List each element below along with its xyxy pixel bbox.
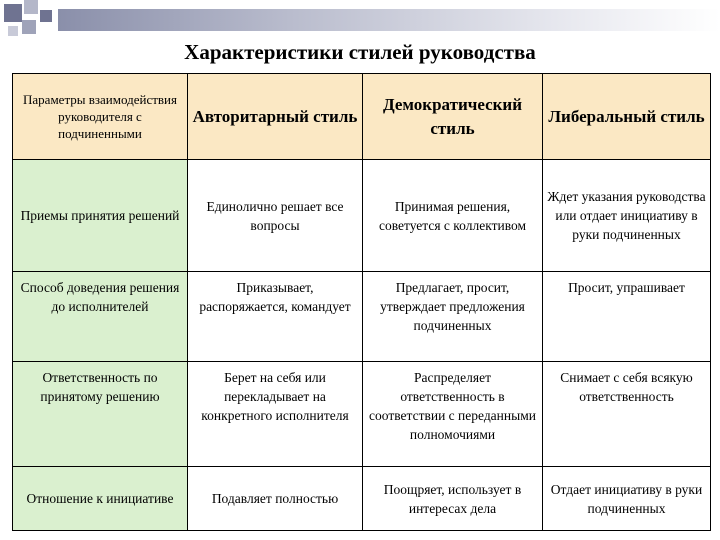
deco-gradient-bar [58, 9, 720, 31]
table-cell: Поощряет, использует в интересах дела [363, 467, 543, 531]
column-header-liberal: Либеральный стиль [543, 74, 711, 160]
table-row [13, 467, 711, 531]
deco-square [22, 20, 36, 34]
deco-square [40, 10, 52, 22]
table-cell: Распределяет ответственность в соответствии с переданными полномочиями [363, 362, 543, 467]
table-cell: Предлагает, просит, утверждает предложения подчиненных [363, 272, 543, 362]
table-row [13, 160, 711, 272]
deco-square [4, 4, 22, 22]
column-header-authoritarian: Авторитарный стиль [188, 74, 363, 160]
slide-title: Характеристики стилей руководства [184, 40, 536, 64]
table-cell: Берет на себя или перекладывает на конкретного исполнителя [188, 362, 363, 467]
row-param-cell: Способ доведения решения до исполнителей [13, 272, 188, 362]
deco-square [24, 0, 38, 14]
slide-decoration [0, 0, 720, 40]
table-row [13, 362, 711, 467]
row-param-cell: Отношение к инициативе [13, 467, 188, 531]
row-param-cell: Приемы принятия решений [13, 160, 188, 272]
table-cell: Приказывает, распоряжается, командует [188, 272, 363, 362]
table-cell: Подавляет полностью [188, 467, 363, 531]
table-cell: Снимает с себя всякую ответственность [543, 362, 711, 467]
header-row [13, 74, 711, 160]
table-cell: Принимая решения, советуется с коллективом [363, 160, 543, 272]
table-row [13, 272, 711, 362]
table-cell: Просит, упрашивает [543, 272, 711, 362]
leadership-styles-table [12, 73, 711, 531]
column-header-democratic: Демократический стиль [363, 74, 543, 160]
corner-header-cell: Параметры взаимодействия руководителя с подчиненными [13, 74, 188, 160]
table-cell: Ждет указания руководства или отдает инициативу в руки подчиненных [543, 160, 711, 272]
table-cell: Единолично решает все вопросы [188, 160, 363, 272]
row-param-cell: Ответственность по принятому решению [13, 362, 188, 467]
table-cell: Отдает инициативу в руки подчиненных [543, 467, 711, 531]
deco-square [8, 26, 18, 36]
